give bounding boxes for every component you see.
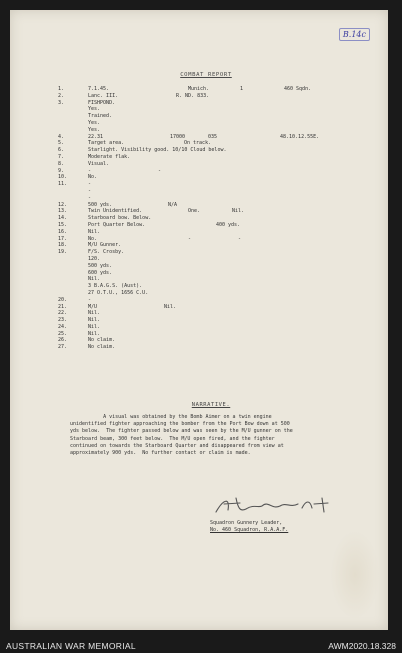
report-row — [58, 154, 378, 161]
row-number: 11. — [58, 181, 68, 188]
row-value: - — [88, 194, 92, 201]
report-row — [58, 168, 378, 175]
row-number: 27. — [58, 344, 68, 351]
row-number: 16. — [58, 228, 68, 235]
row-value: Yes. — [88, 126, 101, 133]
report-title: COMBAT REPORT — [180, 72, 232, 78]
row-value: Nil. — [88, 310, 101, 317]
archive-reference: AWM2020.18.328 — [328, 641, 396, 651]
row-value: Nil. — [88, 323, 101, 330]
row-value: Starboard bow. Below. — [88, 215, 152, 222]
report-row — [58, 229, 378, 236]
row-value: Twin Unidentified. — [88, 208, 143, 215]
report-row — [58, 290, 378, 297]
report-row — [58, 174, 378, 181]
narrative-line: approximately 900 yds. No further contact or claim is made. — [70, 450, 251, 457]
row-value: - — [88, 296, 92, 303]
report-row — [58, 188, 378, 195]
report-row — [58, 317, 378, 324]
report-row — [58, 297, 378, 304]
row-value: Target area. — [88, 140, 125, 147]
row-value: - — [88, 167, 92, 174]
row-number: 9. — [58, 167, 65, 174]
report-row — [58, 331, 378, 338]
report-row — [58, 134, 378, 141]
row-value: Trained. — [88, 113, 113, 120]
row-value: Moderate flak. — [88, 153, 131, 160]
row-extra-value: Nil. — [164, 303, 177, 310]
row-number: 13. — [58, 208, 68, 215]
row-number: 5. — [58, 140, 65, 147]
narrative-line: continued on towards the Starboard Quarter and disappeared from view at — [70, 442, 284, 449]
report-row — [58, 222, 378, 229]
narrative-line: A visual was obtained by the Bomb Aimer on a twin engine — [70, 414, 272, 420]
row-number: 25. — [58, 330, 68, 337]
row-value: Nil. — [88, 317, 101, 324]
row-value: 120. — [88, 255, 101, 262]
report-row — [58, 337, 378, 344]
report-row — [58, 113, 378, 120]
row-value: No claim. — [88, 344, 116, 351]
row-extra-value: 400 yds. — [216, 221, 241, 228]
row-value: 500 yds. — [88, 201, 113, 208]
report-row — [58, 120, 378, 127]
row-number: 1. — [58, 86, 65, 92]
row-number: 12. — [58, 201, 68, 208]
row-value: 7.1.45. — [88, 86, 110, 92]
row-value: No. — [88, 235, 98, 242]
row-value: Nil. — [88, 276, 101, 283]
row-extra-value: On track. — [184, 140, 212, 147]
narrative-line: unidentified fighter approaching the bomber from the Port Bow down at 500 — [70, 421, 290, 428]
row-number: 19. — [58, 249, 68, 256]
row-value: Starlight. Visibility good. 10/10 Cloud below. — [88, 147, 227, 154]
handwritten-reference: B.14c — [339, 28, 370, 41]
report-rows — [58, 86, 378, 351]
row-number: 18. — [58, 242, 68, 249]
report-row — [58, 147, 378, 154]
archive-name: AUSTRALIAN WAR MEMORIAL — [6, 641, 136, 651]
narrative-line: Starboard beam, 300 feet below. The M/U open fired, and the fighter — [70, 435, 275, 442]
report-row — [58, 324, 378, 331]
report-row — [58, 242, 378, 249]
row-number: 4. — [58, 133, 65, 140]
report-row — [58, 140, 378, 147]
row-value: M/U — [88, 303, 98, 310]
row-number: 26. — [58, 337, 68, 344]
report-row — [58, 93, 378, 100]
report-row — [58, 249, 378, 256]
report-row — [58, 344, 378, 351]
row-number: 24. — [58, 323, 68, 330]
row-extra-value: 17000 — [170, 133, 186, 140]
report-row — [58, 256, 378, 263]
row-number: 23. — [58, 317, 68, 324]
archive-caption-bar — [0, 636, 402, 653]
paper-stain — [330, 530, 380, 620]
row-value: 27 O.T.U., 1656 C.U. — [88, 289, 149, 296]
row-extra-value: R. ND. 833. — [176, 92, 210, 99]
row-number: 7. — [58, 153, 65, 160]
row-extra-value: - — [188, 235, 192, 242]
row-extra-value: 1 — [240, 86, 244, 92]
row-number: 10. — [58, 174, 68, 181]
row-number: 20. — [58, 296, 68, 303]
report-row — [58, 181, 378, 188]
row-value: Nil. — [88, 228, 101, 235]
row-value: FISHPOND. — [88, 99, 116, 106]
report-row — [58, 283, 378, 290]
report-row — [58, 127, 378, 134]
row-extra-value: Nil. — [232, 208, 245, 215]
row-number: 21. — [58, 303, 68, 310]
handwritten-signature — [210, 494, 350, 518]
row-value: F/S. Crosby. — [88, 249, 125, 256]
row-value: Yes. — [88, 106, 101, 113]
report-row — [58, 215, 378, 222]
document-page — [10, 10, 388, 630]
row-extra-value: 48.10.12.55E. — [280, 133, 320, 140]
row-value: 22.31 — [88, 133, 104, 140]
row-value: 500 yds. — [88, 262, 113, 269]
narrative-text — [70, 414, 376, 457]
row-extra-value: 460 Sqdn. — [284, 86, 312, 92]
narrative-line: yds below. The fighter passed below and was seen by the M/U gunner on the — [70, 428, 293, 435]
row-number: 14. — [58, 215, 68, 222]
row-number: 3. — [58, 99, 65, 106]
row-extra-value: - — [238, 235, 242, 242]
report-row — [58, 276, 378, 283]
report-row — [58, 86, 378, 93]
row-extra-value: One. — [188, 208, 201, 215]
report-row — [58, 304, 378, 311]
row-number: 2. — [58, 92, 65, 99]
report-row — [58, 236, 378, 243]
report-row — [58, 208, 378, 215]
report-row — [58, 161, 378, 168]
row-value: No claim. — [88, 337, 116, 344]
row-value: 3 B.A.G.S. (Aust). — [88, 283, 143, 290]
row-number: 22. — [58, 310, 68, 317]
report-row — [58, 195, 378, 202]
row-value: M/U Gunner. — [88, 242, 122, 249]
signature-unit: No. 460 Squadron, R.A.A.F. — [210, 527, 289, 533]
report-row — [58, 202, 378, 209]
row-value: 600 yds. — [88, 269, 113, 276]
narrative-heading: NARRATIVE. — [191, 402, 231, 408]
row-value: Port Quarter Below. — [88, 221, 146, 228]
row-number: 6. — [58, 147, 65, 154]
report-row — [58, 270, 378, 277]
signature-block — [210, 520, 288, 534]
row-number: 8. — [58, 160, 65, 167]
row-value: - — [88, 187, 92, 194]
row-value: Visual. — [88, 160, 110, 167]
row-value: - — [88, 181, 92, 188]
row-extra-value: 035 — [208, 133, 218, 140]
row-value: No. — [88, 174, 98, 181]
report-row — [58, 263, 378, 270]
row-value: Lanc. III. — [88, 92, 119, 99]
signature-title: Squadron Gunnery Leader, — [210, 520, 283, 526]
report-row — [58, 106, 378, 113]
row-value: Nil. — [88, 330, 101, 337]
report-row — [58, 100, 378, 107]
row-extra-value: - — [158, 167, 162, 174]
row-number: 17. — [58, 235, 68, 242]
row-extra-value: N/A — [168, 201, 178, 208]
row-extra-value: Munich. — [188, 86, 210, 92]
report-row — [58, 310, 378, 317]
row-number: 15. — [58, 221, 68, 228]
row-value: Yes. — [88, 119, 101, 126]
